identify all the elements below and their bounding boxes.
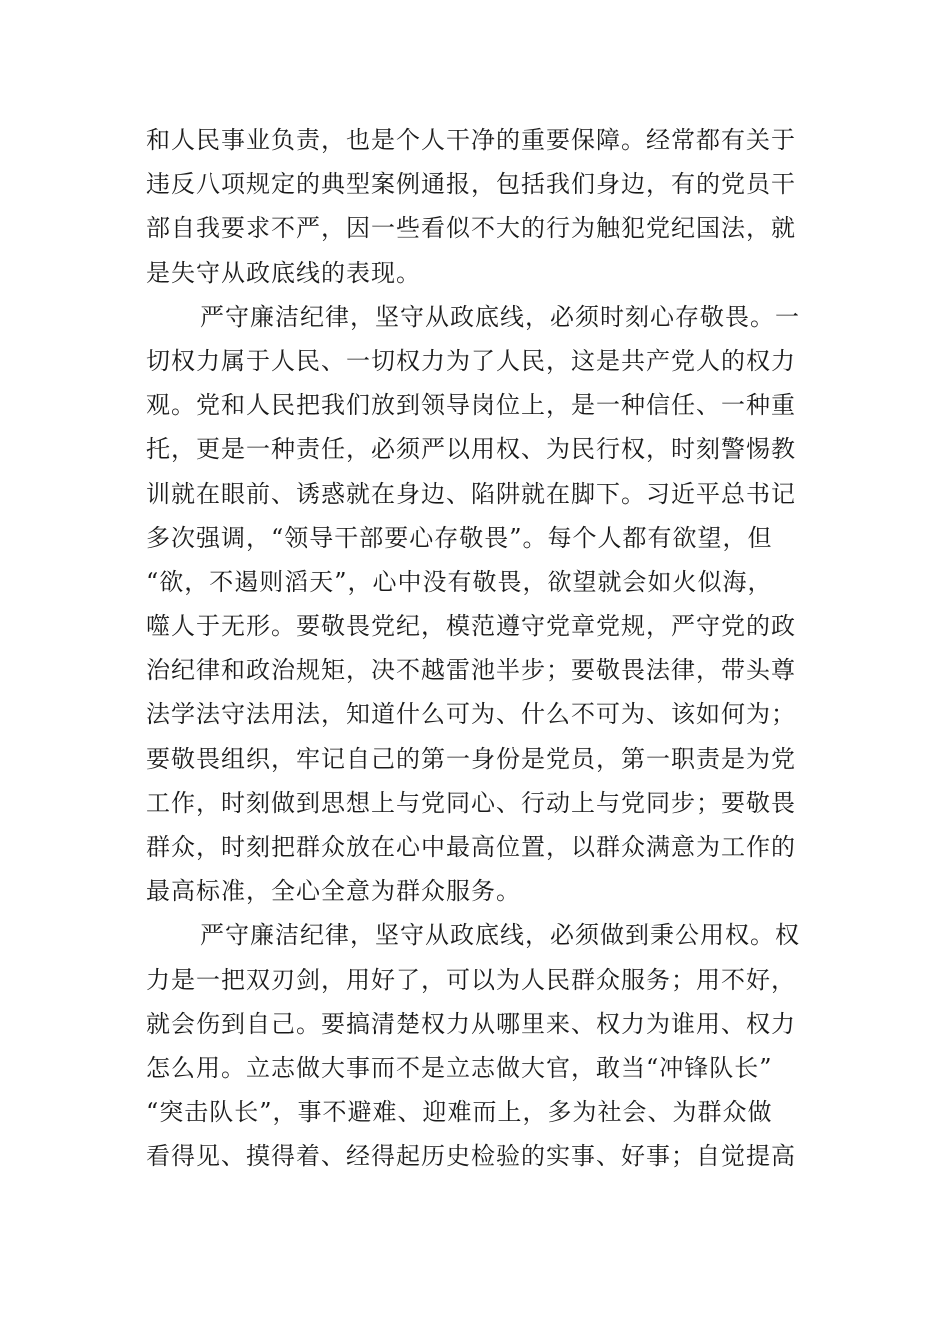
text-line: 治纪律和政治规矩，决不越雷池半步；要敬畏法律，带头尊: [146, 656, 796, 685]
text-line: 是失守从政底线的表现。: [146, 258, 421, 287]
text-line: 最高标准，全心全意为群众服务。: [146, 877, 521, 906]
text-line: 多次强调，“领导干部要心存敬畏”。每个人都有欲望，但: [146, 523, 773, 552]
text-line: 法学法守法用法，知道什么可为、什么不可为、该如何为；: [146, 700, 796, 729]
text-line: 就会伤到自己。要搞清楚权力从哪里来、权力为谁用、权力: [146, 1009, 796, 1038]
text-line: 训就在眼前、诱惑就在身边、陷阱就在脚下。习近平总书记: [146, 479, 796, 508]
document-body: [146, 118, 826, 1179]
text-line: 看得见、摸得着、经得起历史检验的实事、好事；自觉提高: [146, 1142, 796, 1171]
text-line: 力是一把双刃剑，用好了，可以为人民群众服务；用不好，: [146, 965, 796, 994]
text-line: “突击队长”，事不避难、迎难而上，多为社会、为群众做: [146, 1098, 773, 1127]
text-line: 严守廉洁纪律，坚守从政底线，必须做到秉公用权。权: [200, 921, 800, 950]
text-line: 部自我要求不严，因一些看似不大的行为触犯党纪国法，就: [146, 214, 796, 243]
text-line: 噬人于无形。要敬畏党纪，模范遵守党章党规，严守党的政: [146, 612, 796, 641]
text-line: 违反八项规定的典型案例通报，包括我们身边，有的党员干: [146, 170, 796, 199]
paragraph-1: [146, 118, 826, 295]
text-line: 严守廉洁纪律，坚守从政底线，必须时刻心存敬畏。一: [200, 302, 800, 331]
text-line: 工作，时刻做到思想上与党同心、行动上与党同步；要敬畏: [146, 788, 796, 817]
paragraph-3: [146, 913, 826, 1178]
text-line: 群众，时刻把群众放在心中最高位置，以群众满意为工作的: [146, 833, 796, 861]
text-line: 怎么用。立志做大事而不是立志做大官，敢当“冲锋队长”: [146, 1053, 773, 1082]
text-line: 要敬畏组织，牢记自己的第一身份是党员，第一职责是为党: [146, 744, 796, 773]
text-line: “欲，不遏则滔天”，心中没有敬畏，欲望就会如火似海，: [146, 567, 773, 596]
text-line: 托，更是一种责任，必须严以用权、为民行权，时刻警惕教: [146, 435, 796, 464]
paragraph-2: [146, 295, 826, 914]
text-line: 切权力属于人民、一切权力为了人民，这是共产党人的权力: [146, 346, 796, 375]
text-line: 和人民事业负责，也是个人干净的重要保障。经常都有关于: [146, 126, 796, 154]
text-line: 观。党和人民把我们放到领导岗位上，是一种信任、一种重: [146, 391, 796, 420]
